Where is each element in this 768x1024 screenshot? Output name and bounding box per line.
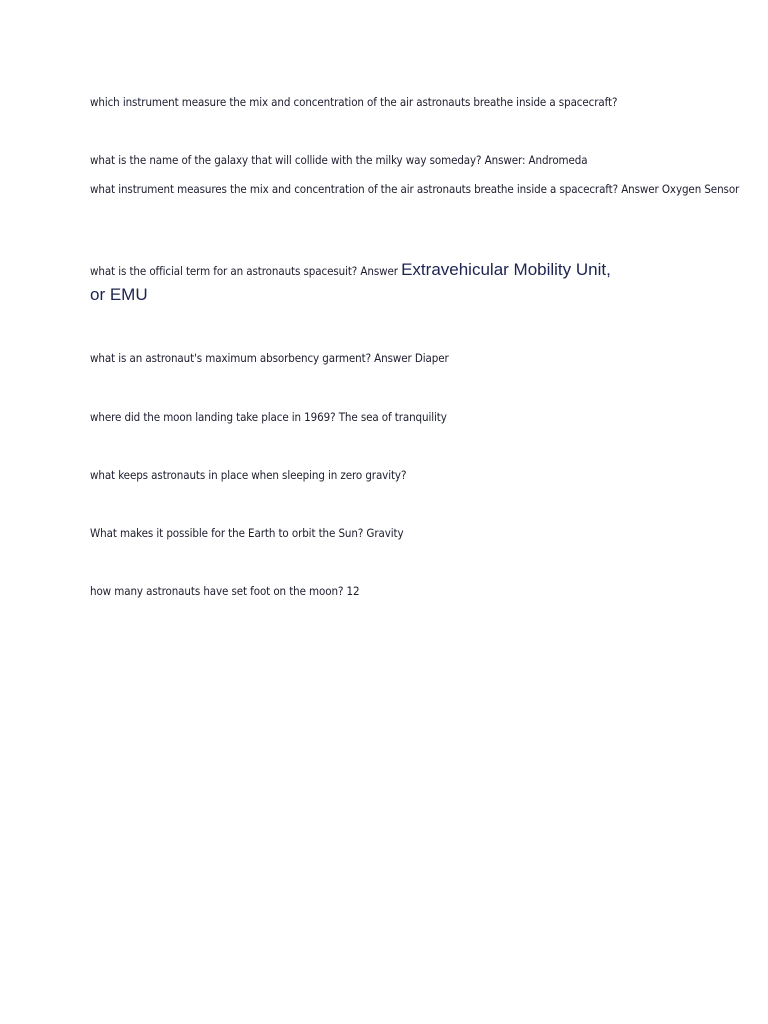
answer-text-part1: Extravehicular Mobility Unit,: [401, 260, 611, 279]
question-spacesuit-term: [90, 258, 710, 308]
question-moon-astronauts-count: how many astronauts have set foot on the moon? 12: [90, 584, 360, 598]
question-absorbency-garment: what is an astronaut's maximum absorbency garment? Answer Diaper: [90, 351, 449, 365]
answer-line: Answer Oxygen Sensor: [621, 182, 740, 196]
question-moon-landing-location: where did the moon landing take place in 1969? The sea of tranquility: [90, 410, 447, 424]
question-sleeping-zero-gravity: what keeps astronauts in place when sleeping in zero gravity?: [90, 468, 407, 482]
question-instrument-air-mix: which instrument measure the mix and concentration of the air astronauts breathe inside a spacecraft?: [90, 95, 618, 109]
question-galaxy-collision: what is the name of the galaxy that will collide with the milky way someday? Answer: Andromeda: [90, 153, 588, 167]
question-earth-orbit: What makes it possible for the Earth to orbit the Sun? Gravity: [90, 526, 404, 540]
question-text: what is the official term for an astronauts spacesuit? Answer: [90, 264, 402, 278]
question-line: what instrument measures the mix and concentration of the air astronauts breathe inside a spacecraft?: [90, 182, 618, 196]
answer-text-part2: or EMU: [90, 285, 148, 304]
question-instrument-air-mix-answer: [90, 181, 740, 197]
